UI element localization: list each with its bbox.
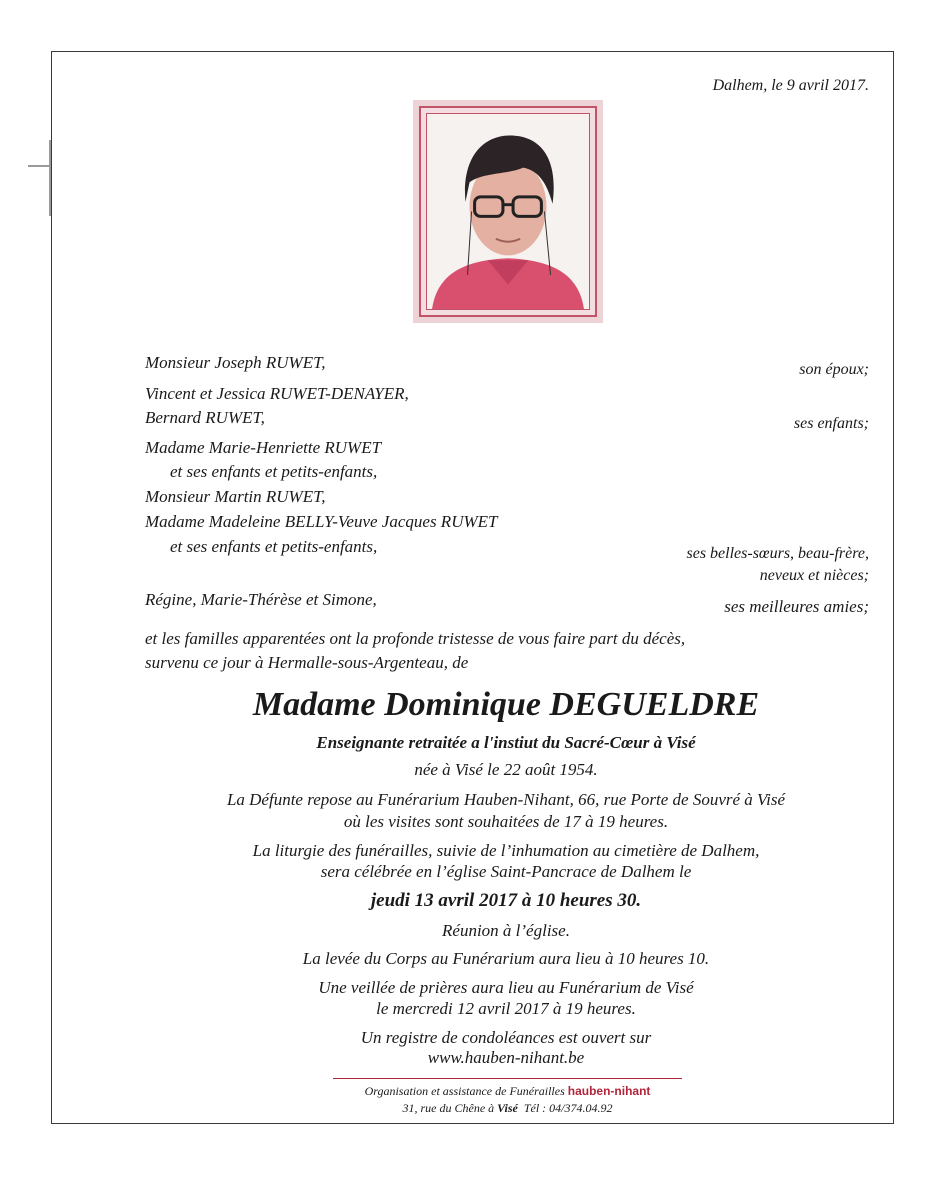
relation-label: ses enfants; [793,415,869,432]
deceased-name: Madame Dominique DEGUELDRE [252,686,760,723]
detail-line: Un registre de condoléances est ouvert sur [360,1028,652,1047]
detail-line: où les visites sont souhaitées de 17 à 19 heures. [343,812,669,831]
footer-address-text: 31, rue du Chêne à [402,1101,495,1115]
portrait-photo [413,100,603,323]
family-line: Madame Marie-Henriette RUWET [145,438,382,457]
announcement-line: et les familles apparentées ont la profonde tristesse de vous faire part du décès, [145,629,686,648]
brand-logo: hauben-nihant [567,1084,651,1098]
notice-date: Dalhem, le 9 avril 2017. [712,77,869,94]
footer-org-text: Organisation et assistance de Funérailles [364,1084,565,1098]
announcement-line: survenu ce jour à Hermalle-sous-Argenteau, de [145,653,469,672]
detail-line: La liturgie des funérailles, suivie de l’inhumation au cimetière de Dalhem, [252,841,760,860]
family-line: Madame Madeleine BELLY-Veuve Jacques RUWET [145,512,498,531]
detail-line: La Défunte repose au Funérarium Hauben-Nihant, 66, rue Porte de Souvré à Visé [226,790,786,809]
deceased-profession: Enseignante retraitée a l'instiut du Sacré-Cœur à Visé [316,733,696,752]
birth-info: née à Visé le 22 août 1954. [414,760,598,779]
family-line: et ses enfants et petits-enfants, [170,537,378,556]
relation-label: ses meilleures amies; [724,597,869,616]
family-line: Monsieur Joseph RUWET, [145,353,326,372]
family-line: Monsieur Martin RUWET, [145,487,326,506]
detail-line: Une veillée de prières aura lieu au Funérarium de Visé [318,978,694,997]
relation-label: son époux; [799,361,869,378]
relation-label: ses belles-sœurs, beau-frère, [686,545,869,562]
footer-organisation [333,1084,682,1099]
family-line: Régine, Marie-Thérèse et Simone, [145,590,377,609]
family-line: et ses enfants et petits-enfants, [170,462,378,481]
relation-label: neveux et nièces; [759,567,869,584]
detail-line: Réunion à l’église. [442,921,570,940]
footer-city: Visé [497,1101,518,1115]
footer-address [333,1101,682,1116]
family-line: Bernard RUWET, [145,408,265,427]
detail-line: le mercredi 12 avril 2017 à 19 heures. [376,999,636,1018]
ceremony-date: jeudi 13 avril 2017 à 10 heures 30. [370,890,642,911]
family-line: Vincent et Jessica RUWET-DENAYER, [145,384,409,403]
footer-divider [333,1078,682,1079]
detail-line: sera célébrée en l’église Saint-Pancrace de Dalhem le [320,862,692,881]
website-link[interactable]: www.hauben-nihant.be [427,1048,585,1067]
footer-phone: Tél : 04/374.04.92 [523,1101,613,1115]
portrait-image [427,114,589,309]
detail-line: La levée du Corps au Funérarium aura lieu à 10 heures 10. [302,949,710,968]
